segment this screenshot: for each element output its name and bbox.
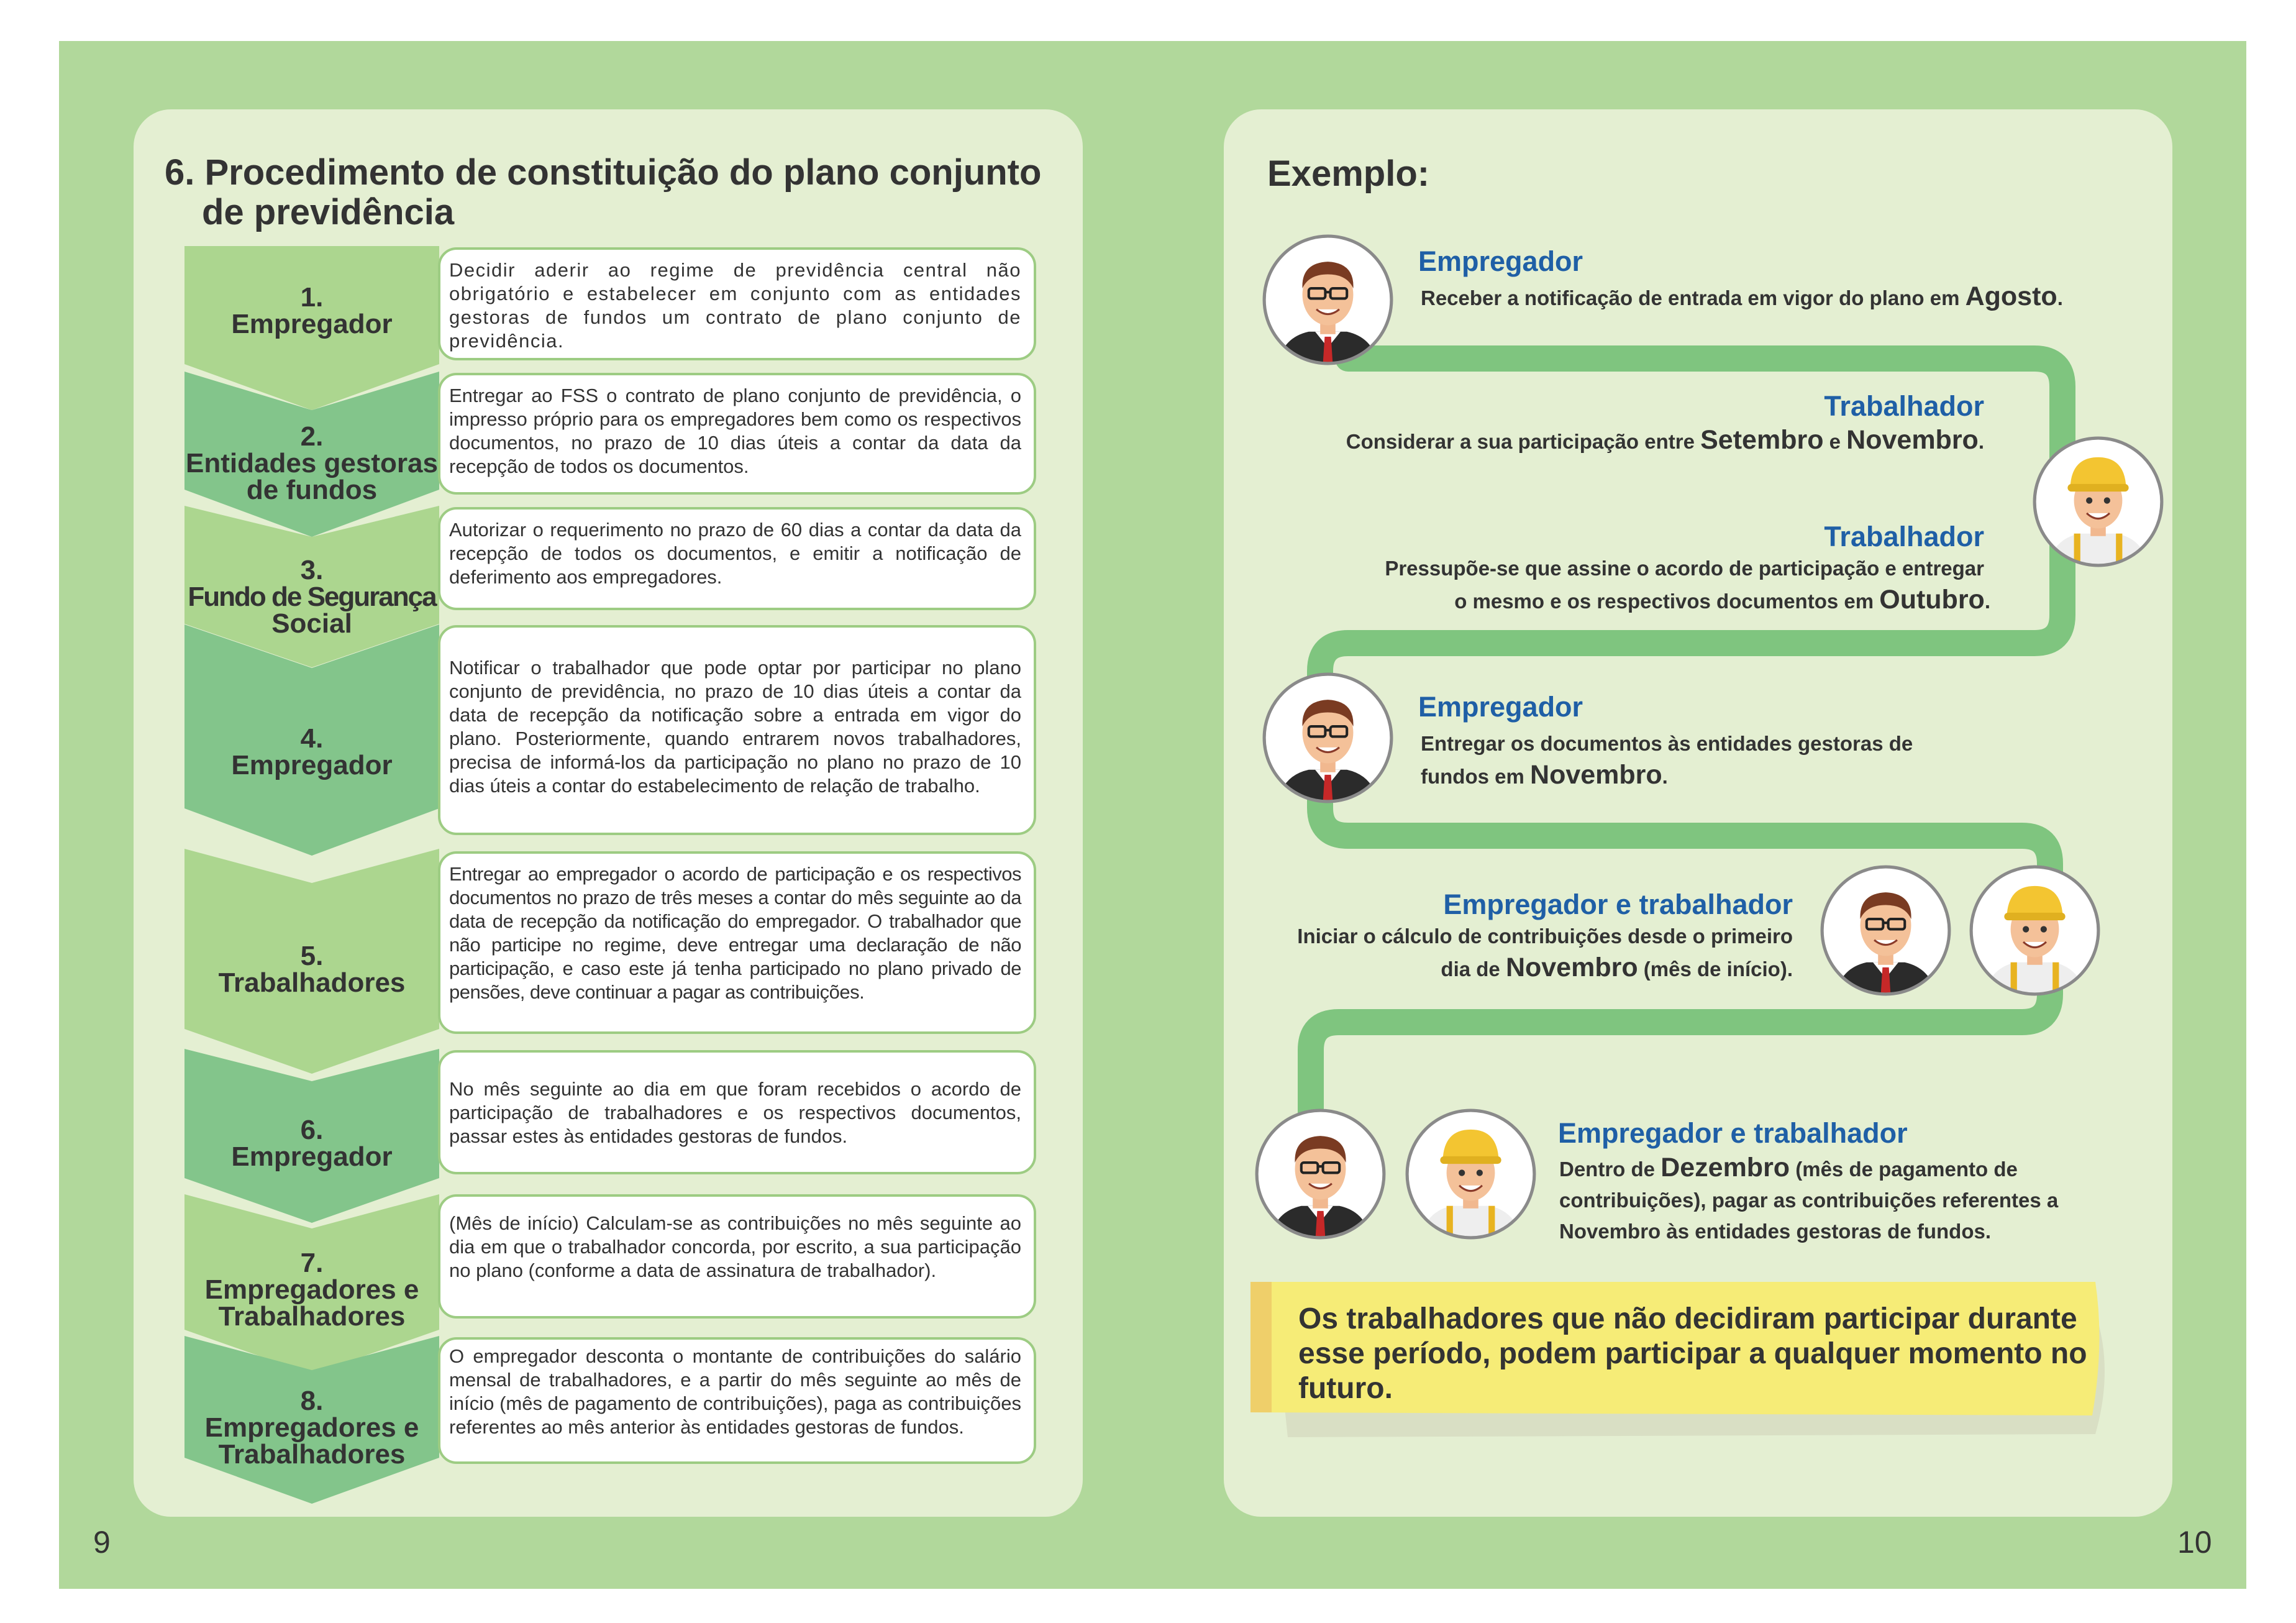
step-text-5: Entregar ao empregador o acordo de participação e os respectivos documentos no prazo de três meses a contar do mês seguinte ao da data de recepção da notificação do empregador. O trabalhador que não participe no regime, deve entregar uma declaração de não participação, e caso este já tenha participado no plano privado de pensões, deve continuar a pagar as contribuições. — [438, 851, 1036, 1034]
example-title: Exemplo: — [1267, 153, 1430, 194]
step-text-4: Notificar o trabalhador que pode optar por participar no plano conjunto de previdência, no prazo de 10 dias úteis a contar da data de recepção da notificação sobre a entrada em vigor do plano. Posteriormente, quando entrarem novos trabalhadores, precisa de informá-los da participação no plano no prazo de 10 dias úteis a contar do estabelecimento de relação de trabalho. — [438, 625, 1036, 835]
section-title: 6. Procedimento de constituição do plano conjunto de previdência — [165, 152, 1042, 232]
example-4-text: Entregar os documentos às entidades gestoras de fundos em Novembro. — [1421, 732, 1913, 790]
example-3-text: Pressupõe-se que assine o acordo de participação e entregar o mesmo e os respectivos documentos em Outubro. — [1385, 557, 1990, 615]
example-1-actor: Empregador — [1418, 245, 1583, 277]
page-number-right: 10 — [2177, 1525, 2212, 1560]
step-label-4: 4. Empregador — [231, 723, 393, 780]
example-1-text: Receber a notificação de entrada em vigor do plano em Agosto. — [1421, 281, 2063, 311]
employer-avatar-2 — [1261, 671, 1395, 805]
step-label-6: 6. Empregador — [231, 1115, 393, 1172]
example-6-text: Dentro de Dezembro (mês de pagamento de contribuições), pagar as contribuições referentes a Novembro às entidades gestoras de fundos. — [1559, 1153, 2059, 1243]
step-text-2: Entregar ao FSS o contrato de plano conjunto de previdência, o impresso próprio para os empregadores bem como os respectivos documentos, no prazo de 10 dias úteis a contar da data da recepção de todos os documentos. — [438, 373, 1036, 495]
step-text-3: Autorizar o requerimento no prazo de 60 dias a contar da data da recepção de todos os documentos, e emitir a notificação de deferimento aos empregadores. — [438, 507, 1036, 610]
step-text-8: O empregador desconta o montante de contribuições do salário mensal de trabalhadores, e a partir do mês seguinte ao mês de início (mês de pagamento de contribuições), paga as contribuições referentes ao mês anterior às entidades gestoras de fundos. — [438, 1337, 1036, 1464]
worker-avatar-3 — [1404, 1107, 1538, 1241]
page-number-left: 9 — [93, 1525, 111, 1560]
example-2-text: Considerar a sua participação entre Setembro e Novembro. — [1346, 425, 1984, 455]
step-label-3: 3. Fundo de Segurança Social — [188, 555, 436, 639]
step-label-2: 2. Entidades gestoras de fundos — [186, 421, 438, 505]
employer-avatar-1 — [1261, 233, 1395, 367]
employer-avatar-4 — [1254, 1107, 1387, 1241]
employer-avatar-3 — [1819, 864, 1952, 997]
example-5-text: Iniciar o cálculo de contribuições desde o primeiro dia de Novembro (mês de início). — [1297, 925, 1793, 982]
note-text: Os trabalhadores que não decidiram participar durante esse período, podem participar a qualquer momento no futuro. — [1298, 1302, 2087, 1405]
step-label-7: 7. Empregadores e Trabalhadores — [204, 1247, 419, 1332]
step-label-5: 5. Trabalhadores — [218, 941, 406, 998]
step-label-8: 8. Empregadores e Trabalhadores — [204, 1385, 419, 1470]
step-text-1: Decidir aderir ao regime de previdência central não obrigatório e estabelecer em conjunto com as entidades gestoras de fundos um contrato de plano conjunto de previdência. — [438, 247, 1036, 360]
example-2-actor: Trabalhador — [1824, 390, 1984, 422]
worker-avatar-1 — [2031, 435, 2165, 569]
example-5-actor: Empregador e trabalhador — [1443, 889, 1793, 920]
step-label-1: 1. Empregador — [231, 282, 393, 339]
example-6-actor: Empregador e trabalhador — [1558, 1117, 1908, 1149]
example-4-actor: Empregador — [1418, 691, 1583, 723]
step-text-7: (Mês de início) Calculam-se as contribuições no mês seguinte ao dia em que o trabalhador concorda, por escrito, a sua participação no plano (conforme a data de assinatura de trabalhador). — [438, 1194, 1036, 1319]
example-3-actor: Trabalhador — [1824, 521, 1984, 552]
step-text-6: No mês seguinte ao dia em que foram recebidos o acordo de participação de trabalhadores e os respectivos documentos, passar estes às entidades gestoras de fundos. — [438, 1050, 1036, 1174]
worker-avatar-2 — [1968, 864, 2102, 997]
